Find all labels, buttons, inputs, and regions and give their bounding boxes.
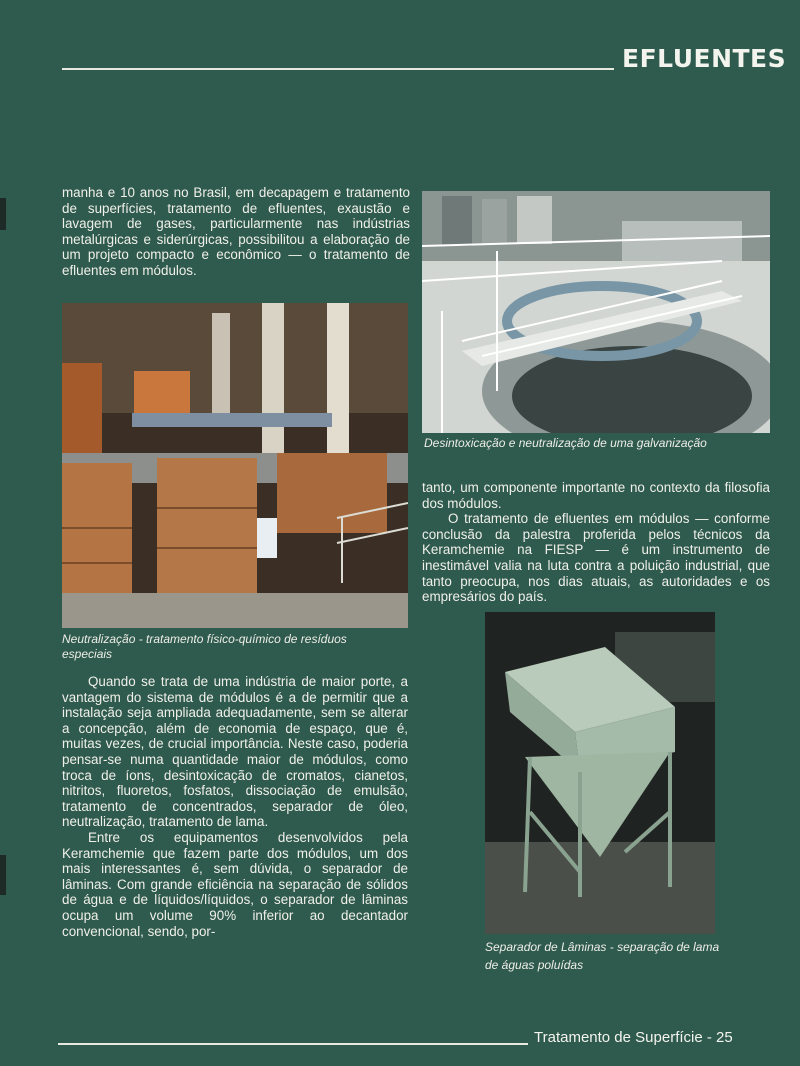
galvanizacao-illustration <box>422 191 770 433</box>
neutralizacao-illustration <box>62 303 408 628</box>
binding-mark-top <box>0 198 6 230</box>
intro-text: manha e 10 anos no Brasil, em decapagem e tratamento de superfícies, tratamento de efluentes, exaustão e lavagem de gases, particularmente nas indústrias metalúrgicas e siderúrgicas, possibilitou a elaboração de um projeto compacto e econômico — o tratamento de efluentes em módulos. <box>62 185 410 278</box>
photo-neutralizacao <box>62 303 408 628</box>
caption-neutralizacao: Neutralização - tratamento físico-químico de resíduos especiais <box>62 632 347 661</box>
right-paragraph-2: O tratamento de efluentes em módulos — conforme conclusão da palestra proferida pelos técnicos da Keramchemie na FIESP — é um instrumento de inestimável valia na luta contra a poluição industrial, que tanto preocupa, nos dias atuais, as autoridades e os empresários do país. <box>422 511 770 605</box>
left-paragraph-2: Entre os equipamentos desenvolvidos pela Keramchemie que fazem parte dos módulos, um dos mais interessantes é, sem dúvida, o separador de lâminas. Com grande eficiência na separação de sólidos de água e de líquidos/líquidos, o separador de lâminas ocupa um volume 90% inferior ao decantador convencional, sendo, por- <box>62 829 408 939</box>
photo-separador <box>485 612 715 934</box>
caption-separador: Separador de Lâminas - separação de lama de águas poluídas <box>485 940 720 972</box>
header-rule <box>62 68 614 70</box>
section-title: EFLUENTES <box>622 44 787 73</box>
right-paragraph-1: tanto, um componente importante no contexto da filosofia dos módulos. <box>422 480 770 511</box>
left-paragraph-1: Quando se trata de uma indústria de maior porte, a vantagem do sistema de módulos é a de permitir que a instalação seja ampliada adequadamente, sem se alterar a concepção, além de economia de espaço, que é, muitas vezes, de crucial importância. Neste caso, poderia pensar-se numa quantidade maior de módulos, como troca de íons, desintoxicação de cromatos, cianetos, nitritos, fluoretos, fosfatos, dissociação de emulsão, tratamento de concentrados, separador de óleo, neutralização, tratamento de lama. <box>62 674 408 830</box>
photo-galvanizacao <box>422 191 770 433</box>
intro-paragraph <box>62 185 410 279</box>
right-column <box>422 480 770 605</box>
caption-desintoxicacao: Desintoxicação e neutralização de uma galvanização <box>424 436 707 450</box>
left-column <box>62 674 408 939</box>
footer-page-label: Tratamento de Superfície - 25 <box>534 1029 733 1046</box>
binding-mark-bottom <box>0 855 6 895</box>
footer-rule <box>58 1043 528 1045</box>
separador-illustration <box>485 612 715 934</box>
